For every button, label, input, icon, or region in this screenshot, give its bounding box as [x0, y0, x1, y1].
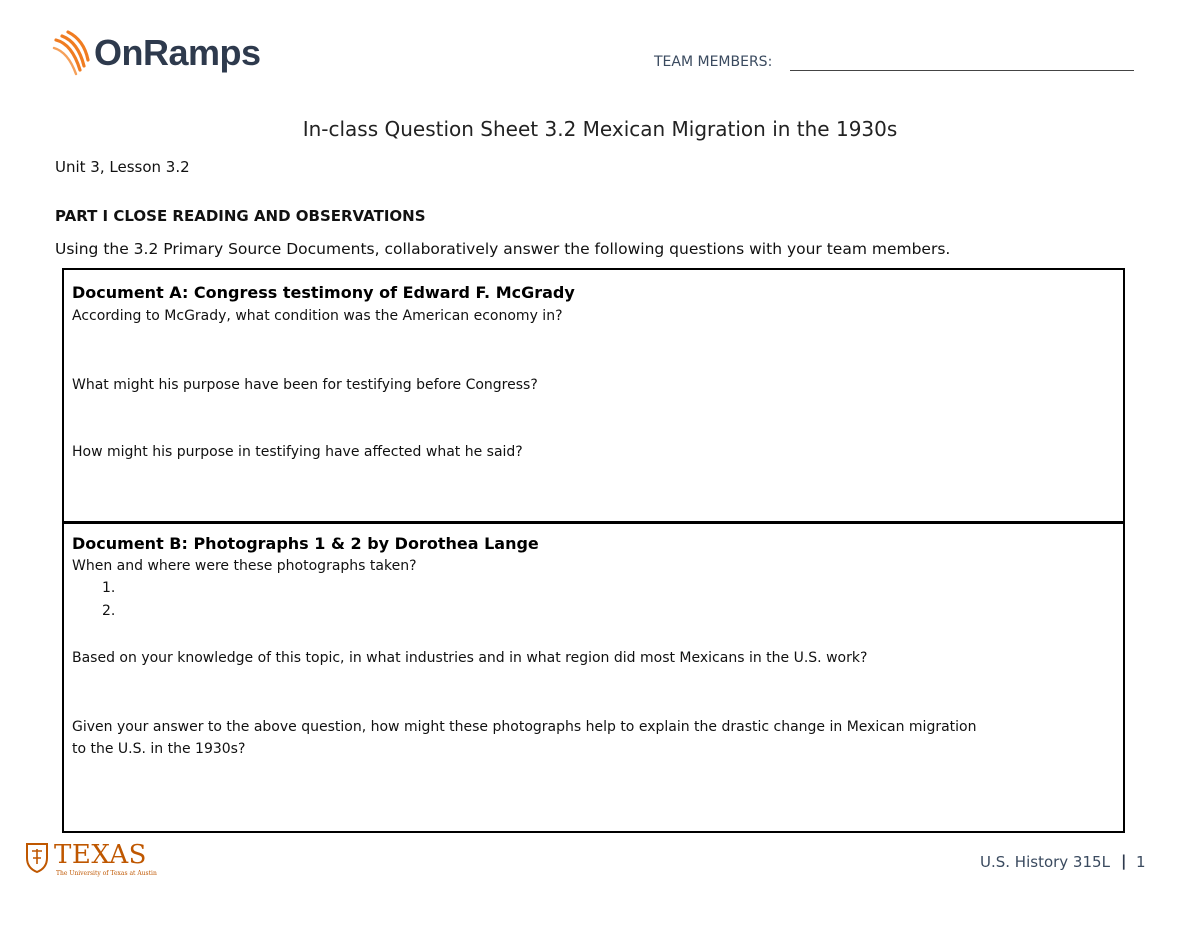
- list-item: 2.: [102, 603, 116, 619]
- list-item: 1.: [102, 580, 116, 596]
- page-title: In-class Question Sheet 3.2 Mexican Migration in the 1930s: [302, 117, 898, 141]
- course-name: U.S. History 315L: [980, 853, 1110, 871]
- texas-logo-text: TEXAS: [54, 840, 147, 870]
- onramps-swoosh-icon: [50, 30, 94, 86]
- unit-lesson: Unit 3, Lesson 3.2: [55, 158, 190, 176]
- texas-logo: [24, 840, 157, 878]
- texas-logo-subtext: The University of Texas at Austin: [56, 870, 157, 877]
- footer-separator: |: [1121, 852, 1127, 870]
- ut-seal-icon: [24, 842, 50, 874]
- document-b-box: [62, 522, 1125, 833]
- document-a-title: Document A: Congress testimony of Edward F. McGrady: [72, 283, 575, 302]
- document-b-title: Document B: Photographs 1 & 2 by Dorothea Lange: [72, 534, 539, 553]
- document-a-question-2: What might his purpose have been for testifying before Congress?: [72, 377, 538, 393]
- onramps-logo: [50, 30, 280, 88]
- page-number: 1: [1136, 853, 1146, 871]
- onramps-logo-text: OnRamps: [94, 32, 261, 73]
- document-b-question-3-line-1: Given your answer to the above question, how might these photographs help to explain the drastic change in Mexican migration: [72, 719, 977, 735]
- part-heading: PART I CLOSE READING AND OBSERVATIONS: [55, 207, 426, 225]
- team-members-label: TEAM MEMBERS:: [654, 54, 773, 70]
- document-a-box: [62, 268, 1125, 523]
- instructions: Using the 3.2 Primary Source Documents, collaboratively answer the following questions with your team members.: [55, 240, 951, 258]
- document-b-question-3-line-2: to the U.S. in the 1930s?: [72, 741, 246, 757]
- document-a-question-1: According to McGrady, what condition was the American economy in?: [72, 308, 563, 324]
- document-b-question-2: Based on your knowledge of this topic, in what industries and in what region did most Mexicans in the U.S. work?: [72, 650, 868, 666]
- team-members-input-line[interactable]: [790, 70, 1134, 71]
- document-b-question-1: When and where were these photographs taken?: [72, 558, 417, 574]
- document-a-question-3: How might his purpose in testifying have affected what he said?: [72, 444, 523, 460]
